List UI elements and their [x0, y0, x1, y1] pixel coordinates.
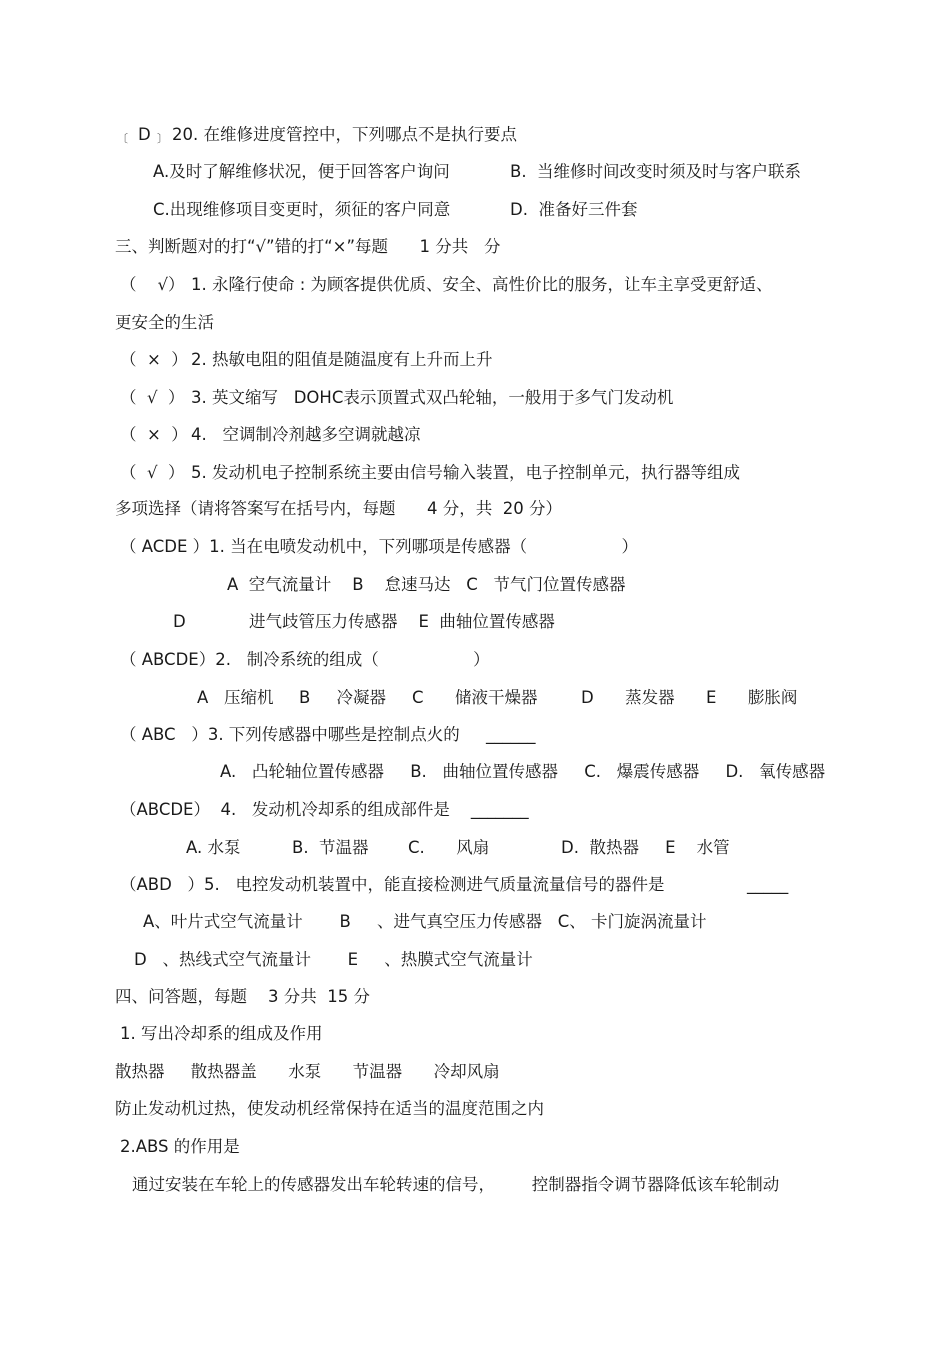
tf-mark: （ √ ）: [120, 463, 185, 482]
multi-q5-stem: （ABD ）5. 电控发动机装置中，能直接检测进气质量流量信号的器件是: [120, 875, 665, 894]
q20-stem: 20. 在维修进度管控中，下列哪点不是执行要点: [172, 125, 517, 144]
tf-item-text: 更安全的生活: [115, 313, 214, 332]
multi-q3-options: A. 凸轮轴位置传感器 B. 曲轴位置传感器 C. 爆震传感器 D. 氧传感器: [220, 762, 826, 781]
multi-q4-option-c: C. 风扇: [408, 838, 490, 857]
section3-title: 三、判断题对的打“√”错的打“×”每题 1 分共 分: [115, 237, 501, 256]
q20-option-c: C.出现维修项目变更时，须征的客户同意: [153, 200, 451, 219]
tf-item-text: 4. 空调制冷剂越多空调就越凉: [191, 425, 421, 444]
tf-mark: （ × ）: [120, 350, 188, 369]
tf-mark: （ √）: [120, 275, 185, 294]
tf-mark: （ √ ）: [120, 388, 185, 407]
tf-item-text: 1. 永隆行使命 : 为顾客提供优质、安全、高性价比的服务，让车主享受更舒适、: [191, 275, 773, 294]
qa-q1-answer: 散热器 散热器盖 水泵 节温器 冷却风扇: [115, 1062, 500, 1081]
multi-q5-blank: _____: [747, 875, 789, 894]
multi-q2-option-a: A 压缩机: [197, 688, 274, 707]
multi-q2-option-e: E 膨胀阀: [706, 688, 798, 707]
multi-q1-stem: （ ACDE ）1. 当在电喷发动机中，下列哪项是传感器（ ）: [120, 537, 639, 556]
tf-item-text: 2. 热敏电阻的阻值是随温度有上升而上升: [191, 350, 493, 369]
multi-q5-options: A、叶片式空气流量计 B 、进气真空压力传感器 C、 卡门旋涡流量计: [143, 912, 707, 931]
multi-q1-options: A 空气流量计 B 怠速马达 C 节气门位置传感器: [227, 575, 626, 594]
multi-q1-d-label: D: [173, 612, 186, 631]
qa-q2-answer: 通过安装在车轮上的传感器发出车轮转速的信号， 控制器指令调节器降低该车轮制动: [132, 1175, 780, 1194]
qa-q1-answer: 防止发动机过热，使发动机经常保持在适当的温度范围之内: [115, 1099, 544, 1118]
section4-title: 四、问答题，每题 3 分共 15 分: [115, 987, 370, 1006]
tf-mark: （ × ）: [120, 425, 188, 444]
multi-q4-option-a: A. 水泵: [186, 838, 241, 857]
bracket-close: 〕: [157, 132, 168, 145]
multi-q4-option-de: D. 散热器 E 水管: [561, 838, 730, 857]
multi-q2-option-b: B 冷凝器: [299, 688, 387, 707]
qa-q1: 1. 写出冷却系的组成及作用: [120, 1024, 323, 1043]
multi-q4-stem: （ABCDE） 4. 发动机冷却系的组成部件是 _______: [120, 800, 529, 819]
multi-q2-option-c: C 储液干燥器: [412, 688, 538, 707]
multi-q1-options: 进气歧管压力传感器 E 曲轴位置传感器: [249, 612, 555, 631]
q20-option-d: D. 准备好三件套: [510, 200, 638, 219]
multi-q3-stem: （ ABC ）3. 下列传感器中哪些是控制点火的 ______: [120, 725, 536, 744]
q20-option-b: B. 当维修时间改变时须及时与客户联系: [510, 162, 802, 181]
bracket-open: 〔: [117, 132, 128, 145]
multi-q2-stem: （ ABCDE）2. 制冷系统的组成（ ）: [120, 650, 490, 669]
tf-item-text: 5. 发动机电子控制系统主要由信号输入装置，电子控制单元，执行器等组成: [191, 463, 740, 482]
qa-q2: 2.ABS 的作用是: [120, 1137, 240, 1156]
multi-q4-option-b: B. 节温器: [292, 838, 369, 857]
tf-item-text: 3. 英文缩写 DOHC表示顶置式双凸轮轴，一般用于多气门发动机: [191, 388, 674, 407]
multi-title: 多项选择（请将答案写在括号内，每题 4 分，共 20 分）: [115, 499, 562, 518]
multi-q2-option-d: D 蒸发器: [581, 688, 675, 707]
multi-q5-options: D 、热线式空气流量计 E 、热膜式空气流量计: [134, 950, 533, 969]
q20-option-a: A.及时了解维修状况，便于回答客户询问: [153, 162, 450, 181]
q20-answer: D: [138, 125, 151, 144]
